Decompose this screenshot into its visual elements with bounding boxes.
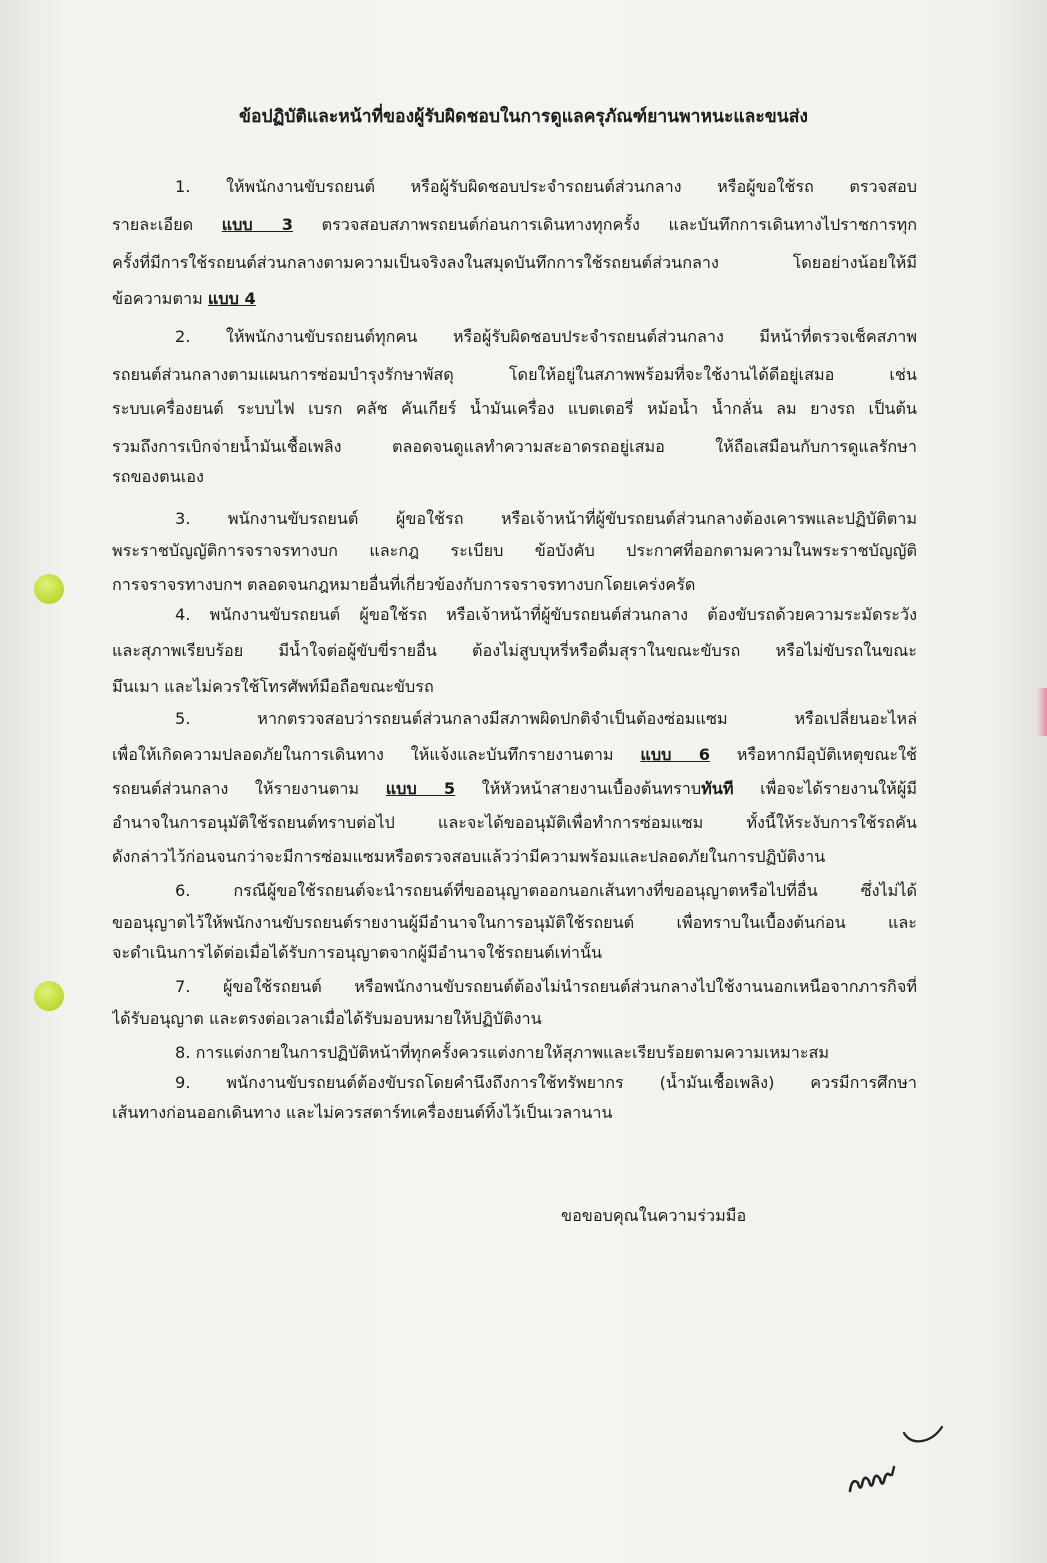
handwritten-initials-icon	[842, 1413, 952, 1513]
body-text: ข้อความตาม	[112, 289, 208, 308]
paragraph-5-line	[112, 846, 917, 868]
paragraph-8-line	[175, 1042, 917, 1064]
body-text: 1. ให้พนักงานขับรถยนต์ หรือผู้รับผิดชอบประจำรถยนต์ส่วนกลาง หรือผู้ขอใช้รถ ตรวจสอบ	[175, 177, 917, 196]
paragraph-7-line	[112, 1008, 917, 1030]
body-text: ดังกล่าวไว้ก่อนจนกว่าจะมีการซ่อมแซมหรือตรวจสอบแล้วว่ามีความพร้อมและปลอดภัยในการปฏิบัติงาน	[112, 847, 826, 866]
paragraph-2-line	[175, 326, 917, 348]
body-text: รวมถึงการเบิกจ่ายน้ำมันเชื้อเพลิง ตลอดจนดูแลทำความสะอาดรถอยู่เสมอ ให้ถือเสมือนกับการดูแลรักษา	[112, 437, 917, 456]
body-text: อำนาจในการอนุมัติใช้รถยนต์ทราบต่อไป และจะได้ขออนุมัติเพื่อทำการซ่อมแซม ทั้งนี้ให้ระงับการใช้รถคัน	[112, 813, 917, 832]
form-reference: แบบ 4	[207, 289, 256, 308]
body-text: รถยนต์ส่วนกลาง ให้รายงานตาม	[112, 779, 386, 798]
paragraph-2-line	[112, 398, 917, 420]
document-title: ข้อปฏิบัติและหน้าที่ของผู้รับผิดชอบในการดูแลครุภัณฑ์ยานพาหนะและขนส่ง	[239, 107, 808, 127]
paragraph-2-line	[112, 436, 917, 458]
body-text: และสุภาพเรียบร้อย มีน้ำใจต่อผู้ขับขี่รายอื่น ต้องไม่สูบบุหรี่หรือดื่มสุราในขณะขับรถ หรือไม่ขับรถในขณะ	[112, 641, 917, 660]
paragraph-5-line	[112, 778, 917, 800]
body-text: ให้หัวหน้าสายงานเบื้องต้นทราบ	[455, 779, 702, 798]
body-text: 2. ให้พนักงานขับรถยนต์ทุกคน หรือผู้รับผิดชอบประจำรถยนต์ส่วนกลาง มีหน้าที่ตรวจเช็คสภาพ	[175, 327, 917, 346]
form-reference: แบบ 6	[640, 745, 710, 764]
body-text: รถของตนเอง	[112, 467, 204, 486]
emphasis-text: ทันที	[701, 779, 734, 798]
paragraph-9-line	[112, 1102, 917, 1124]
paragraph-3-line	[112, 540, 917, 562]
paragraph-2-line	[112, 364, 917, 386]
paragraph-7-line	[175, 976, 917, 998]
body-text: พระราชบัญญัติการจราจรทางบก และกฎ ระเบียบ ข้อบังคับ ประกาศที่ออกตามความในพระราชบัญญัติ	[112, 541, 917, 560]
paragraph-5-line	[112, 812, 917, 834]
paragraph-5-line	[175, 708, 917, 730]
paragraph-4-line	[112, 640, 917, 662]
body-text: 4. พนักงานขับรถยนต์ ผู้ขอใช้รถ หรือเจ้าหน้าที่ผู้ขับรถยนต์ส่วนกลาง ต้องขับรถด้วยความระมัดระวัง	[175, 605, 917, 624]
body-text: เพื่อจะได้รายงานให้ผู้มี	[733, 779, 917, 798]
paragraph-9-line	[175, 1072, 917, 1094]
body-text: หรือหากมีอุบัติเหตุขณะใช้	[709, 745, 917, 764]
body-text: 6. กรณีผู้ขอใช้รถยนต์จะนำรถยนต์ที่ขออนุญาตออกนอกเส้นทางที่ขออนุญาตหรือไปที่อื่น ซึ่งไม่ได้	[175, 881, 917, 900]
body-text: 5. หากตรวจสอบว่ารถยนต์ส่วนกลางมีสภาพผิดปกติจำเป็นต้องซ่อมแซม หรือเปลี่ยนอะไหล่	[175, 709, 917, 728]
closing-text: ขอขอบคุณในความร่วมมือ	[561, 1206, 747, 1225]
paragraph-3-line	[175, 508, 917, 530]
body-text: 8. การแต่งกายในการปฏิบัติหน้าที่ทุกครั้งควรแต่งกายให้สุภาพและเรียบร้อยตามความเหมาะสม	[175, 1043, 830, 1062]
body-text: เส้นทางก่อนออกเดินทาง และไม่ควรสตาร์ทเครื่องยนต์ทิ้งไว้เป็นเวลานาน	[112, 1103, 613, 1122]
paragraph-1-line	[112, 214, 917, 236]
body-text: การจราจรทางบกฯ ตลอดจนกฎหมายอื่นที่เกี่ยวข้องกับการจราจรทางบกโดยเคร่งครัด	[112, 575, 696, 594]
paragraph-4-line	[112, 676, 917, 698]
paragraph-1-line	[112, 252, 917, 274]
body-text: รถยนต์ส่วนกลางตามแผนการซ่อมบำรุงรักษาพัสดุ โดยให้อยู่ในสภาพพร้อมที่จะใช้งานได้ดีอยู่เสมอ เช่น	[112, 365, 917, 384]
paragraph-2-line	[112, 466, 917, 488]
body-text: มึนเมา และไม่ควรใช้โทรศัพท์มือถือขณะขับรถ	[112, 677, 434, 696]
body-text: ขออนุญาตไว้ให้พนักงานขับรถยนต์รายงานผู้มีอำนาจในการอนุมัติใช้รถยนต์ เพื่อทราบในเบื้องต้นก่อน และ	[112, 913, 917, 932]
paragraph-6-line	[112, 912, 917, 934]
body-text: ครั้งที่มีการใช้รถยนต์ส่วนกลางตามความเป็นจริงลงในสมุดบันทึกการใช้รถยนต์ส่วนกลาง โดยอย่างน้อยให้มี	[112, 253, 917, 272]
paragraph-6-line	[175, 880, 917, 902]
form-reference: แบบ 3	[221, 215, 294, 234]
body-text: 3. พนักงานขับรถยนต์ ผู้ขอใช้รถ หรือเจ้าหน้าที่ผู้ขับรถยนต์ส่วนกลางต้องเคารพและปฏิบัติตาม	[175, 509, 917, 528]
body-text: รายละเอียด	[112, 215, 222, 234]
paragraph-1-line	[112, 288, 917, 310]
paragraph-3-line	[112, 574, 917, 596]
body-text: ระบบเครื่องยนต์ ระบบไฟ เบรก คลัช คันเกียร์ น้ำมันเครื่อง แบตเตอรี่ หม้อน้ำ น้ำกลั่น ลม ยางรถ เป็นต้น	[112, 399, 917, 418]
paragraph-5-line	[112, 744, 917, 766]
form-reference: แบบ 5	[385, 779, 456, 798]
body-text: 7. ผู้ขอใช้รถยนต์ หรือพนักงานขับรถยนต์ต้องไม่นำรถยนต์ส่วนกลางไปใช้งานนอกเหนือจากภารกิจที่	[175, 977, 917, 996]
body-text: ได้รับอนุญาต และตรงต่อเวลาเมื่อได้รับมอบหมายให้ปฏิบัติงาน	[112, 1009, 542, 1028]
paragraph-1-line	[175, 176, 917, 198]
punch-hole-icon	[34, 981, 64, 1011]
edge-color-mark	[1037, 688, 1047, 736]
punch-hole-icon	[34, 574, 64, 604]
paragraph-6-line	[112, 942, 917, 964]
paragraph-4-line	[175, 604, 917, 626]
body-text: จะดำเนินการได้ต่อเมื่อได้รับการอนุญาตจากผู้มีอำนาจใช้รถยนต์เท่านั้น	[112, 943, 603, 962]
body-text: ตรวจสอบสภาพรถยนต์ก่อนการเดินทางทุกครั้ง และบันทึกการเดินทางไปราชการทุก	[293, 215, 917, 234]
body-text: เพื่อให้เกิดความปลอดภัยในการเดินทาง ให้แจ้งและบันทึกรายงานตาม	[112, 745, 641, 764]
body-text: 9. พนักงานขับรถยนต์ต้องขับรถโดยคำนึงถึงการใช้ทรัพยากร (น้ำมันเชื้อเพลิง) ควรมีการศึกษา	[175, 1073, 917, 1092]
